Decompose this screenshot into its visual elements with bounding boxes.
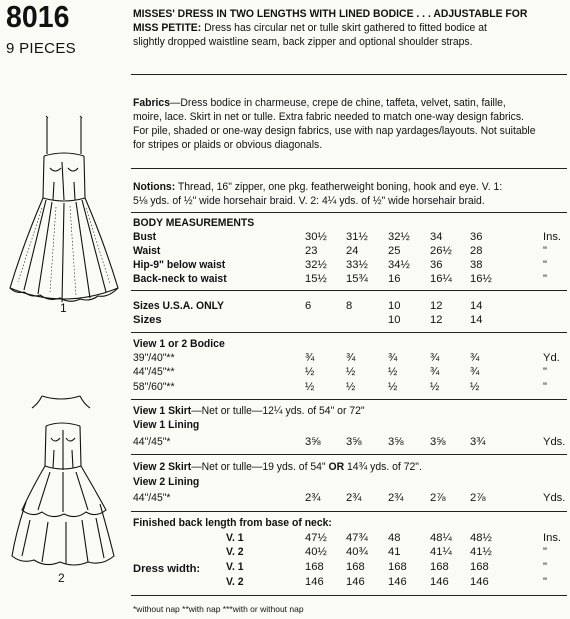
row-label: Waist (133, 245, 161, 257)
view1-lining-label: View 1 Lining (133, 419, 200, 431)
finished-title: Finished back length from base of neck: (133, 517, 332, 529)
value-cell: ½ (346, 366, 356, 378)
value-cell: 2¾ (346, 492, 362, 504)
view2-skirt-text-2: 14¾ yds. of 72". (347, 461, 422, 473)
row-label: Hip-9" below waist (133, 259, 226, 271)
value-cell: 168 (430, 561, 449, 573)
sizes-usa-label: Sizes U.S.A. ONLY (133, 300, 224, 312)
description-text-1: Dress has circular net or tulle skirt gathered to fitted bodice at (204, 22, 487, 34)
view2-skirt-label: View 2 Skirt (133, 461, 192, 473)
value-cell: 41 (388, 546, 401, 558)
value-cell: 32½ (305, 259, 327, 271)
view1-skirt-label: View 1 Skirt (133, 405, 192, 417)
size-cell: 6 (305, 300, 312, 312)
size-cell: 8 (346, 300, 353, 312)
fabrics-line-1: —Dress bodice in charmeuse, crepe de chine, taffeta, velvet, satin, faille, (170, 97, 506, 109)
value-cell: 146 (305, 576, 324, 588)
value-cell: 3⅝ (430, 436, 446, 448)
notions-section (133, 180, 530, 208)
value-cell: 2¾ (388, 492, 404, 504)
divider (131, 399, 567, 400)
unit-cell: Yds. (543, 492, 566, 504)
unit-cell: " (543, 381, 547, 393)
divider (131, 595, 567, 596)
bodice-title: View 1 or 2 Bodice (133, 338, 225, 350)
value-cell: 3¾ (470, 436, 486, 448)
value-cell: 30½ (305, 231, 327, 243)
value-cell: 33½ (346, 259, 368, 271)
fabrics-section (133, 96, 566, 152)
pattern-number: 8016 (6, 0, 70, 34)
row-label: 39"/40"** (133, 352, 175, 364)
size-cell: 14 (470, 314, 483, 326)
value-cell: 2⅞ (470, 492, 486, 504)
value-cell: 48½ (470, 532, 492, 544)
value-cell: ¾ (430, 352, 440, 364)
value-cell: ½ (305, 381, 315, 393)
notions-line-2: 5⅛ yds. of ½" wide horsehair braid. V. 2: 4¼ yds. of ½" wide horsehair braid. (133, 195, 485, 207)
value-cell: 15½ (305, 273, 327, 285)
value-cell: 146 (346, 576, 365, 588)
value-cell: ¾ (430, 366, 440, 378)
view2-skirt-text: —Net or tulle—19 yds. of 54" (191, 461, 329, 473)
value-cell: 16¼ (430, 273, 452, 285)
footnote: *without nap **with nap ***with or without nap (133, 604, 304, 614)
view2-dress-illustration (8, 392, 120, 586)
value-cell: 168 (388, 561, 407, 573)
value-cell: ½ (388, 381, 398, 393)
row-label: V. 1 (226, 532, 244, 544)
value-cell: 24 (346, 245, 359, 257)
notions-label: Notions: (133, 181, 176, 193)
body-measurements-title: BODY MEASUREMENTS (133, 217, 255, 229)
value-cell: 36 (470, 231, 483, 243)
sizes-label: Sizes (133, 314, 162, 326)
size-cell: 14 (470, 300, 483, 312)
unit-cell: " (543, 561, 547, 573)
row-label: Bust (133, 231, 157, 243)
value-cell: 47¾ (346, 532, 368, 544)
unit-cell: " (543, 273, 547, 285)
value-cell: ¾ (305, 352, 315, 364)
value-cell: ¾ (470, 352, 480, 364)
value-cell: 16½ (470, 273, 492, 285)
view2-skirt-line (133, 461, 422, 473)
view1-skirt-text: —Net or tulle—12¼ yds. of 54" or 72" (191, 405, 365, 417)
value-cell: 3⅝ (388, 436, 404, 448)
value-cell: ½ (470, 381, 480, 393)
description-title: MISSES' DRESS IN TWO LENGTHS WITH LINED BODICE . . . ADJUSTABLE FOR (133, 8, 528, 20)
value-cell: 2¾ (305, 492, 321, 504)
fabrics-line-2: moire, lace. Skirt in net or tulle. Extra fabric needed to match one-way design fabrics. (133, 111, 524, 123)
value-cell: 38 (470, 259, 483, 271)
value-cell: 32½ (388, 231, 410, 243)
value-cell: 25 (388, 245, 401, 257)
view1-dress-illustration (6, 112, 122, 312)
unit-cell: " (543, 546, 547, 558)
divider (131, 212, 567, 213)
divider (131, 454, 567, 455)
value-cell: 41½ (470, 546, 492, 558)
row-label: V. 2 (226, 546, 244, 558)
divider (131, 332, 567, 333)
unit-cell: Ins. (543, 231, 562, 243)
divider (131, 290, 567, 291)
value-cell: 34 (430, 231, 443, 243)
value-cell: ¾ (388, 352, 398, 364)
value-cell: 146 (388, 576, 407, 588)
size-cell: 10 (388, 300, 401, 312)
value-cell: 26½ (430, 245, 452, 257)
row-label: 44"/45"* (133, 492, 171, 504)
unit-cell: Ins. (543, 532, 562, 544)
value-cell: ½ (430, 381, 440, 393)
fabrics-line-3: For pile, shaded or one-way design fabrics, use with nap yardages/layouts. Not suitable (133, 125, 536, 137)
value-cell: ½ (388, 366, 398, 378)
value-cell: 28 (470, 245, 483, 257)
fabrics-line-4: for stripes or plaids or obvious diagonals. (133, 139, 323, 151)
notions-line-1: Thread, 16" zipper, one pkg. featherweight boning, hook and eye. V. 1: (177, 181, 503, 193)
value-cell: 40½ (305, 546, 327, 558)
size-cell: 12 (430, 300, 443, 312)
row-label: 44"/45"* (133, 436, 171, 448)
unit-cell: Yd. (543, 352, 560, 364)
value-cell: 41¼ (430, 546, 452, 558)
miss-petite-label: MISS PETITE: (133, 22, 202, 34)
dress-width-label: Dress width: (133, 563, 201, 575)
value-cell: ½ (346, 381, 356, 393)
divider (131, 168, 567, 169)
row-label: 44"/45"** (133, 366, 175, 378)
value-cell: 47½ (305, 532, 327, 544)
value-cell: ½ (305, 366, 315, 378)
size-cell: 12 (430, 314, 443, 326)
value-cell: 168 (470, 561, 489, 573)
row-label: Back-neck to waist (133, 273, 227, 285)
row-label: 58"/60"** (133, 381, 175, 393)
unit-cell: " (543, 366, 547, 378)
description (133, 7, 557, 49)
value-cell: 48 (388, 532, 401, 544)
size-cell: 10 (388, 314, 401, 326)
value-cell: 40¾ (346, 546, 368, 558)
view1-skirt-line (133, 405, 365, 417)
value-cell: 168 (346, 561, 365, 573)
value-cell: ¾ (470, 366, 480, 378)
unit-cell: Yds. (543, 436, 566, 448)
value-cell: 3⅝ (305, 436, 321, 448)
view2-lining-label: View 2 Lining (133, 476, 200, 488)
value-cell: 16 (388, 273, 401, 285)
value-cell: 2⅞ (430, 492, 446, 504)
value-cell: 15¾ (346, 273, 368, 285)
unit-cell: " (543, 259, 547, 271)
value-cell: 48¼ (430, 532, 452, 544)
row-label: V. 1 (226, 561, 244, 573)
pieces-count: 9 PIECES (6, 40, 76, 57)
unit-cell: " (543, 245, 547, 257)
value-cell: ¾ (346, 352, 356, 364)
fabrics-label: Fabrics (133, 97, 171, 109)
value-cell: 146 (470, 576, 489, 588)
value-cell: 23 (305, 245, 318, 257)
value-cell: 36 (430, 259, 443, 271)
divider (131, 74, 567, 75)
view2-skirt-or: OR (328, 461, 348, 473)
row-label: V. 2 (226, 576, 244, 588)
view2-figure-label: 2 (58, 571, 65, 585)
value-cell: 3⅝ (346, 436, 362, 448)
description-text-2: slightly dropped waistline seam, back zipper and optional shoulder straps. (133, 36, 473, 48)
value-cell: 168 (305, 561, 324, 573)
value-cell: 34½ (388, 259, 410, 271)
value-cell: 31½ (346, 231, 368, 243)
unit-cell: " (543, 576, 547, 588)
divider (131, 511, 567, 512)
view1-figure-label: 1 (60, 301, 67, 312)
value-cell: 146 (430, 576, 449, 588)
